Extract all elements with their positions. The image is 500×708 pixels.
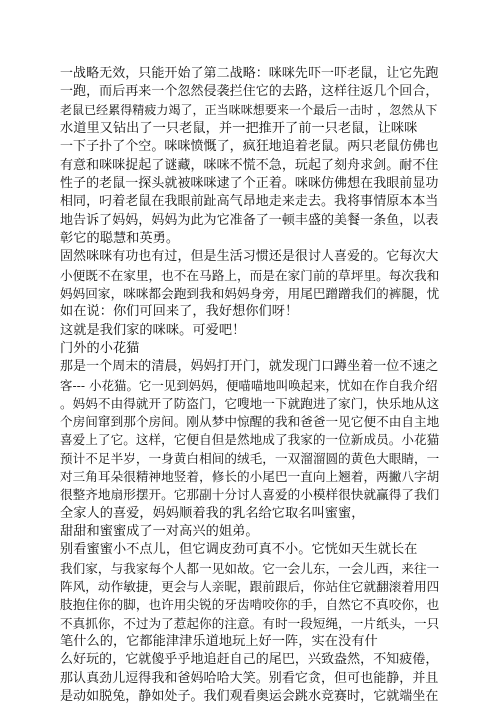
- text-line: 肢抱住你的脚，也许用尖锐的牙齿啃咬你的手，自然它不真咬你，也: [60, 597, 440, 613]
- text-line: 如在说：你们可回来了，我好想你们呀！: [60, 304, 299, 320]
- text-line: 预计不足半岁，一身黄白相间的绒毛，一双溜溜圆的黄色大眼睛，一: [60, 450, 440, 466]
- text-line: 一跑，而后再来一个忽然侵袭拦住它的去路，这样往返几个回合，: [60, 84, 439, 100]
- text-line: 客--- 小花猫。它一见到妈妈，便喵喵地叫唤起来，忧如在作自我介绍: [60, 377, 438, 393]
- text-line: 不真抓你，不过为了惹起你的注意。有时一段短绳，一片纸头，一只: [60, 615, 440, 631]
- text-line: 阵风，动作敏捷，更会与人亲昵，跟前跟后，你站住它就翻滚着用四: [60, 579, 440, 595]
- text-line: 喜爱上了它。这样，它便自但是然地成了我家的一位新成员。小花猫: [60, 432, 440, 448]
- text-line: 地告诉了妈妈，妈妈为此为它准备了一顿丰盛的美餐一条鱼，以表: [60, 212, 439, 228]
- text-line: 这就是我们家的咪咪。可爱吧！: [60, 322, 246, 338]
- text-line: 别看蜜蜜小不点儿，但它调皮劲可真不小。它恍如天生就长在: [60, 542, 418, 558]
- text-line: 个房间窜到那个房间。刚从梦中惊醒的我和爸爸一见它便不由自主地: [60, 414, 440, 430]
- text-line: 有意和咪咪捉起了谜藏，咪咪不慌不急，玩起了刻舟求剑。耐不住: [60, 157, 439, 173]
- text-line: 对三角耳朵很精神地竖着，修长的小尾巴一直向上翘着，两撇八字胡: [60, 469, 440, 485]
- text-line: 笔什么的，它都能津津乐道地玩上好一阵，实在没有什: [60, 634, 378, 650]
- text-line: 么好玩的，它就傻乎乎地追赶自己的尾巴，兴致盎然，不知疲倦，: [60, 652, 439, 668]
- text-line: 很整齐地扇形摆开。它那副十分讨人喜爱的小模样很快就赢得了我们: [60, 487, 440, 503]
- text-line: 我们家，与我家每个人都一见如故。它一会儿东，一会儿西，来往一: [60, 560, 440, 576]
- section-heading: 门外的小花猫: [60, 340, 140, 356]
- text-line: 那认真劲儿逗得我和爸妈哈哈大笑。别看它贪，但可也能静，并且: [60, 670, 439, 686]
- text-line: 固然咪咪有功也有过，但是生活习惯还是很讨人喜爱的。它每次大: [60, 249, 439, 265]
- text-line: 相同，叼着老鼠在我眼前趾高气昂地走来走去。我将事情原本本当: [60, 194, 439, 210]
- text-line: 性子的老鼠一探头就被咪咪逮了个正着。咪咪仿佛想在我眼前显功: [60, 175, 439, 191]
- text-line: 甜甜和蜜蜜成了一对高兴的姐弟。: [60, 524, 259, 540]
- text-line: 那是一个周末的清晨，妈妈打开门，就发现门口蹲坐着一位不速之: [60, 359, 439, 375]
- text-line: 老鼠已经累得精疲力竭了，正当咪咪想要来一个最后一击时 ，忽然从下: [60, 102, 438, 117]
- text-line: 小便既不在家里，也不在马路上，而是在家门前的草坪里。每次我和: [60, 267, 440, 283]
- text-line: 全家人的喜爱，妈妈顺着我的乳名给它取名叫蜜蜜，: [60, 505, 365, 521]
- text-line: 妈妈回家，咪咪都会跑到我和妈妈身旁，用尾巴蹭蹭我们的裤腿，忧: [60, 285, 440, 301]
- text-line: 。妈妈不由得就开了防盗门，它嗖地一下就跑进了家门，快乐地从这: [60, 395, 440, 411]
- text-line: 一下子扑了个空。咪咪愤慨了，疯狂地追着老鼠。两只老鼠仿佛也: [60, 139, 439, 155]
- text-line: 彰它的聪慧和英勇。: [60, 230, 180, 246]
- text-line: 一战略无效，只能开始了第二战略：咪咪先吓一吓老鼠，让它先跑: [60, 66, 439, 81]
- text-line: 是动如脱兔，静如处子。我们观看奥运会跳水竞赛时，它就端坐在: [60, 689, 439, 704]
- text-line: 水道里又钻出了一只老鼠，并一把推开了前一只老鼠，让咪咪: [60, 120, 418, 136]
